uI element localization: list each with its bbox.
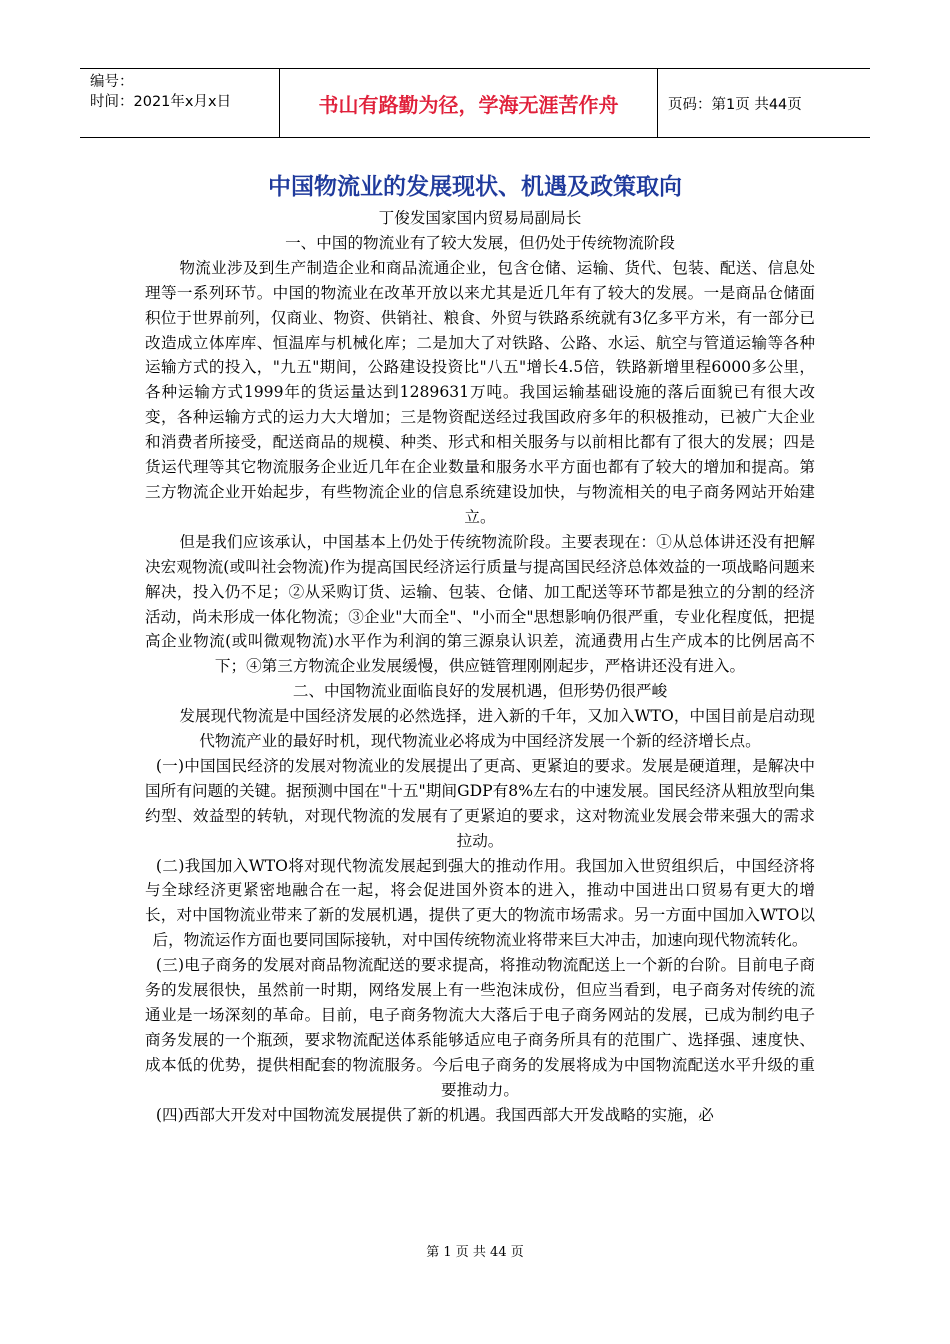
page-footer: 第 1 页 共 44 页 (426, 1245, 524, 1260)
header-page-info: 页码：第1页 共44页 (668, 96, 802, 113)
time-label: 时间：2021年x月x日 (90, 94, 232, 110)
section-2-paragraph-4: (三)电子商务的发展对商品物流配送的要求提高，将推动物流配送上一个新的台阶。目前电子商务的发展很快，虽然前一时期，网络发展上有一些泡沫成份，但应当看到，电子商务对传统的流通业是一场深刻的革命。目前，电子商务物流大大落后于电子商务网站的发展，已成为制约电子商务发展的一个瓶颈，要求物流配送体系能够适应电子商务所具有的范围广、选择强、速度快、成本低的优势，提供相配套的物流服务。今后电子商务的发展将成为中国物流配送水平升级的重要推动力。 (145, 956, 815, 1099)
header-meta (80, 69, 280, 137)
header-motto: 书山有路勤为径，学海无涯苦作舟 (280, 69, 658, 137)
section-1-paragraph-2: 但是我们应该承认，中国基本上仍处于传统物流阶段。主要表现在：①从总体讲还没有把解决宏观物流(或叫社会物流)作为提高国民经济运行质量与提高国民经济总体效益的一项战略问题来解决，投入仍不足；②从采购订货、运输、包装、仓储、加工配送等环节都是独立的分割的经济活动，尚未形成一体化物流；③企业"大而全"、"小而全"思想影响仍很严重，专业化程度低，把提高企业物流(或叫微观物流)水平作为利润的第三源泉认识差，流通费用占生产成本的比例居高不下；④第三方物流企业发展缓慢，供应链管理刚刚起步，严格讲还没有进入。 (145, 532, 815, 676)
section-2-paragraph-1: 发展现代物流是中国经济发展的必然选择，进入新的千年，又加入WTO，中国目前是启动现代物流产业的最好时机，现代物流业必将成为中国经济发展一个新的经济增长点。 (179, 707, 815, 751)
author-line: 丁俊发国家国内贸易局副局长 (378, 209, 582, 227)
section-1-heading: 一、中国的物流业有了较大发展，但仍处于传统物流阶段 (285, 233, 675, 252)
page-header (80, 68, 870, 138)
section-2-paragraph-2: (一)中国国民经济的发展对物流业的发展提出了更高、更紧迫的要求。发展是硬道理，是解决中国所有问题的关键。据预测中国在"十五"期间GDP有8%左右的中速发展。国民经济从粗放型向集约型、效益型的转轨，对现代物流的发展有了更紧迫的要求，这对物流业发展会带来强大的需求拉动。 (145, 756, 815, 850)
section-2-heading: 二、中国物流业面临良好的发展机遇，但形势仍很严峻 (292, 682, 668, 701)
section-2-paragraph-3: (二)我国加入WTO将对现代物流发展起到强大的推动作用。我国加入世贸组织后，中国经济将与全球经济更紧密地融合在一起，将会促进国外资本的进入，推动中国进出口贸易有更大的增长，对中国物流业带来了新的发展机遇，提供了更大的物流市场需求。另一方面中国加入WTO以后，物流运作方面也要同国际接轨，对中国传统物流业将带来巨大冲击，加速向现代物流转化。 (145, 856, 815, 950)
number-label: 编号： (90, 74, 134, 90)
document-title: 中国物流业的发展现状、机遇及政策取向 (268, 174, 682, 200)
section-1-paragraph-1: 物流业涉及到生产制造企业和商品流通企业，包含仓储、运输、货代、包装、配送、信息处理等一系列环节。中国的物流业在改革开放以来尤其是近几年有了较大的发展。一是商品仓储面积位于世界前列，仅商业、物资、供销社、粮食、外贸与铁路系统就有3亿多平方米，有一部分已改造成立体库库、恒温库与机械化库；二是加大了对铁路、公路、水运、航空与管道运输等各种运输方式的投入，"九五"期间，公路建设投资比"八五"增长4.5倍，铁路新增里程6000多公里，各种运输方式1999年的货运量达到1289631万吨。我国运输基础设施的落后面貌已有很大改变，各种运输方式的运力大大增加；三是物资配送经过我国政府多年的积极推动，已被广大企业和消费者所接受，配送商品的规模、种类、形式和相关服务与以前相比都有了很大的发展；四是货运代理等其它物流服务企业近几年在企业数量和服务水平方面也都有了较大的增加和提高。第三方物流企业开始起步，有些物流企业的信息系统建设加快，与物流相关的电子商务网站开始建立。 (145, 258, 815, 526)
document-body (145, 206, 815, 1128)
section-2-paragraph-5: (四)西部大开发对中国物流发展提供了新的机遇。我国西部大开发战略的实施，必 (155, 1105, 714, 1124)
